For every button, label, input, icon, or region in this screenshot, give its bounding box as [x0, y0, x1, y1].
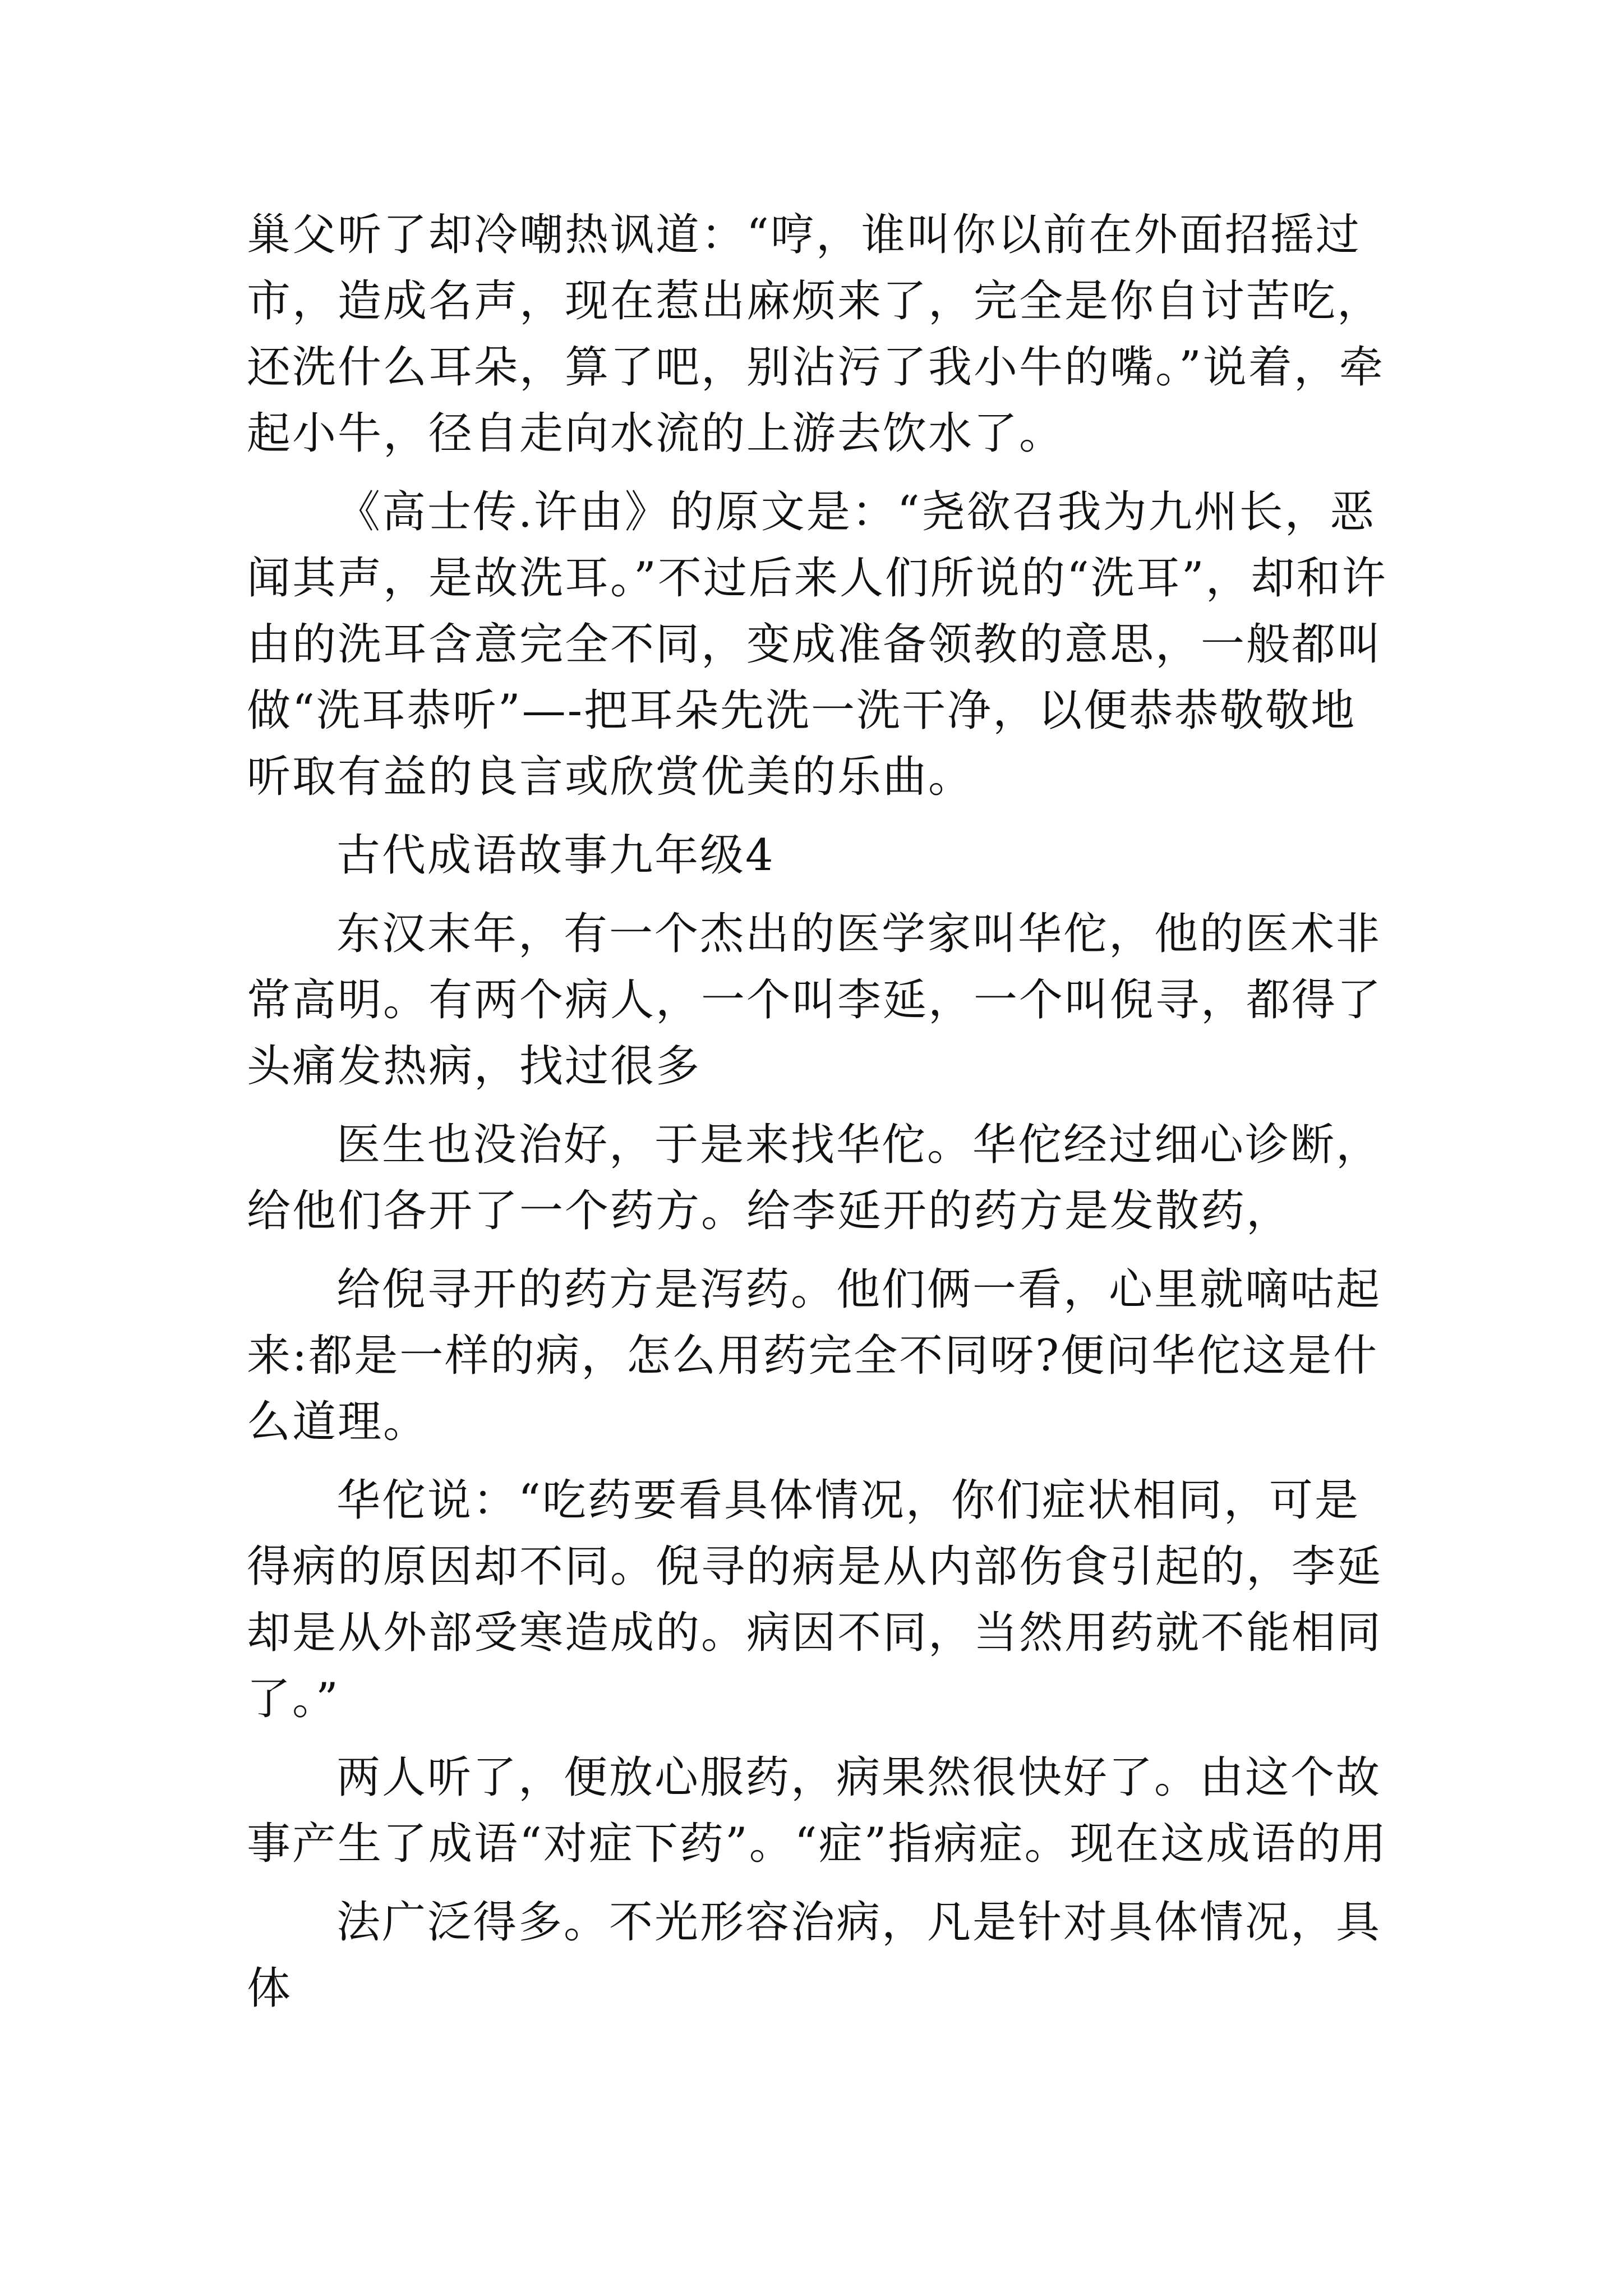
paragraph-2: 《高士传.许由》的原文是：“尧欲召我为九州长，恶闻其声，是故洗耳。”不过后来人们所说的“洗耳”，却和许由的洗耳含意完全不同，变成准备领教的意思，一般都叫做“洗耳恭听”—-把耳朵先洗一洗干净，以便恭恭敬敬地听取有益的良言或欣赏优美的乐曲。 — [247, 487, 1387, 802]
paragraph-5: 给倪寻开的药方是泻药。他们俩一看，心里就嘀咕起来:都是一样的病，怎么用药完全不同呀?便问华佗这是什么道理。 — [247, 1264, 1382, 1447]
document-body — [247, 202, 1396, 2022]
paragraph-6: 华佗说：“吃药要看具体情况，你们症状相同，可是得病的原因却不同。倪寻的病是从内部伤食引起的，李延却是从外部受寒造成的。病因不同，当然用药就不能相同了。” — [247, 1475, 1383, 1724]
paragraph-1: 巢父听了却冷嘲热讽道：“哼，谁叫你以前在外面招摇过市，造成名声，现在惹出麻烦来了，完全是你自讨苦吃，还洗什么耳朵，算了吧，别沾污了我小牛的嘴。”说着，牵起小牛，径自走向水流的上游去饮水了。 — [247, 210, 1385, 459]
paragraph-3: 东汉末年，有一个杰出的医学家叫华佗，他的医术非常高明。有两个病人，一个叫李延，一个叫倪寻，都得了头痛发热病，找过很多 — [247, 909, 1383, 1092]
paragraph-7: 两人听了，便放心服药，病果然很快好了。由这个故事产生了成语“对症下药”。“症”指病症。现在这成语的用 — [247, 1752, 1388, 1869]
section-heading: 古代成语故事九年级4 — [336, 830, 775, 881]
paragraph-8: 法广泛得多。不光形容治病，凡是针对具体情况，具体 — [247, 1897, 1382, 2014]
paragraph-4: 医生也没治好，于是来找华佗。华佗经过细心诊断，给他们各开了一个药方。给李延开的药方是发散药， — [247, 1120, 1382, 1236]
